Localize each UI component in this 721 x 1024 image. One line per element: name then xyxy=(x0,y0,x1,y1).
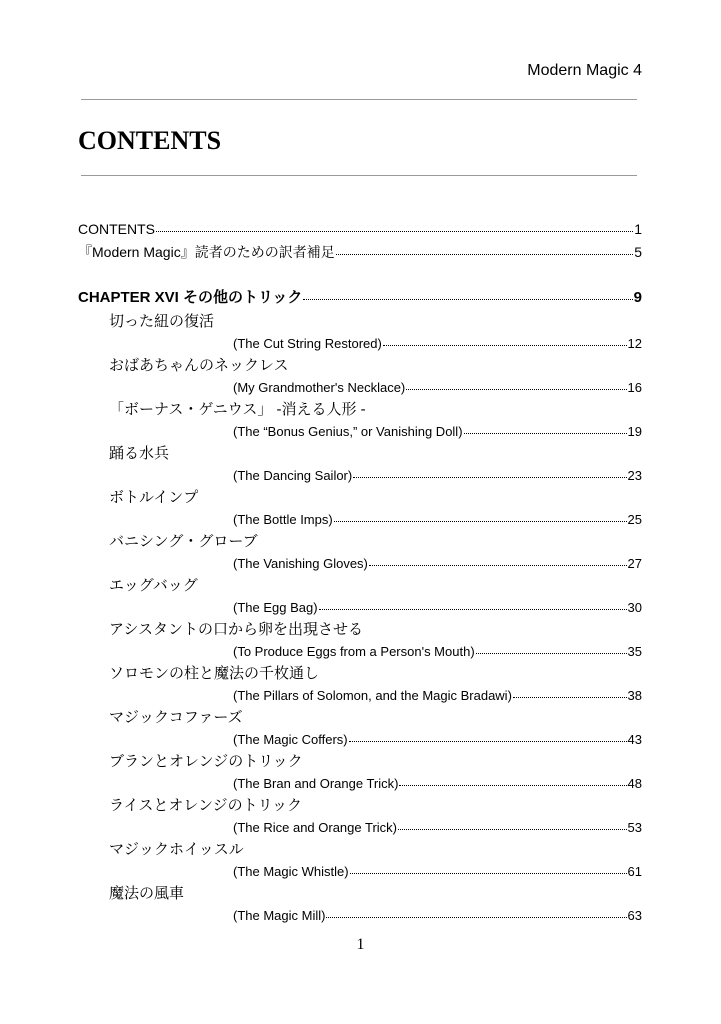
toc-entry-jp-title[interactable]: マジックホイッスル xyxy=(109,841,244,858)
toc-entry-en-title: (To Produce Eggs from a Person's Mouth) xyxy=(233,644,475,659)
toc-entry-title: CONTENTS xyxy=(78,221,155,237)
toc-entry-page: 16 xyxy=(627,380,642,395)
dot-leader xyxy=(349,728,627,742)
dot-leader xyxy=(336,240,634,255)
toc-entry-title: 『Modern Magic』読者のための訳者補足 xyxy=(78,244,335,260)
toc-entry-en-title: (The Magic Whistle) xyxy=(233,864,349,879)
toc-entry-jp-title[interactable]: 踊る水兵 xyxy=(109,445,170,462)
toc-entry-page: 25 xyxy=(627,512,642,527)
dot-leader xyxy=(334,508,627,522)
chapter-title: CHAPTER XVI その他のトリック xyxy=(78,289,303,306)
toc-entry-en-line[interactable] xyxy=(233,862,642,879)
toc-entry-jp-title[interactable]: バニシング・グローブ xyxy=(109,533,258,550)
toc-entry-en-title: (The Cut String Restored) xyxy=(233,336,382,351)
toc-entry-page: 1 xyxy=(634,221,642,237)
dot-leader xyxy=(350,860,627,874)
toc-entry-en-line[interactable] xyxy=(233,334,642,351)
toc-entry-en-line[interactable] xyxy=(233,906,642,923)
toc-entry-contents[interactable] xyxy=(78,219,642,237)
toc-entry-jp-title[interactable]: 魔法の風車 xyxy=(109,885,185,902)
dot-leader xyxy=(406,376,626,390)
toc-entry-en-line[interactable] xyxy=(233,642,642,659)
toc-entry-jp-title[interactable]: おばあちゃんのネックレス xyxy=(109,357,289,374)
toc-entry-jp-title[interactable]: 切った紐の復活 xyxy=(109,313,215,330)
toc-entry-page: 38 xyxy=(627,688,642,703)
toc-entry-en-title: (The Pillars of Solomon, and the Magic Bradawi) xyxy=(233,688,512,703)
toc-entry-page: 27 xyxy=(627,556,642,571)
toc-entry-page: 23 xyxy=(627,468,642,483)
toc-entry-en-title: (The Rice and Orange Trick) xyxy=(233,820,398,835)
page-number: 1 xyxy=(356,936,365,953)
toc-entry-en-line[interactable] xyxy=(233,554,642,571)
toc-entry-en-title: (The Vanishing Gloves) xyxy=(233,556,368,571)
toc-entry-en-line[interactable] xyxy=(233,730,642,747)
dot-leader xyxy=(156,217,633,232)
toc-entry-page: 48 xyxy=(627,776,642,791)
toc-entry-en-title: (The Dancing Sailor) xyxy=(233,468,353,483)
dot-leader xyxy=(326,904,626,918)
toc-entry-en-line[interactable] xyxy=(233,466,642,483)
toc-entry-page: 35 xyxy=(627,644,642,659)
chapter-page: 9 xyxy=(633,289,642,306)
toc-entry-en-title: (The Egg Bag) xyxy=(233,600,318,615)
toc-entry-en-line[interactable] xyxy=(233,686,642,703)
toc-entry-en-line[interactable] xyxy=(233,510,642,527)
toc-entry-page: 30 xyxy=(627,600,642,615)
toc-entry-page: 53 xyxy=(627,820,642,835)
toc-entry-en-line[interactable] xyxy=(233,378,642,395)
toc-entry-jp-title[interactable]: ソロモンの柱と魔法の千枚通し xyxy=(109,665,320,682)
toc-entry-jp-title[interactable]: ボトルインプ xyxy=(109,489,199,506)
toc-entry-en-line[interactable] xyxy=(233,598,642,615)
toc-entry-jp-title[interactable]: ブランとオレンジのトリック xyxy=(109,753,303,770)
toc-entry-en-line[interactable] xyxy=(233,422,642,439)
toc-entry-jp-title[interactable]: 「ボーナス・ゲニウス」 -消える人形 - xyxy=(109,401,366,418)
toc-entry-en-title: (My Grandmother's Necklace) xyxy=(233,380,406,395)
dot-leader xyxy=(353,464,626,478)
contents-heading: CONTENTS xyxy=(78,126,222,155)
dot-leader xyxy=(476,640,627,654)
header-rule xyxy=(81,99,637,100)
dot-leader xyxy=(303,284,632,300)
toc-entry-jp-title[interactable]: エッグバッグ xyxy=(109,577,198,594)
toc-entry-en-title: (The Bottle Imps) xyxy=(233,512,333,527)
toc-entry-jp-title[interactable]: マジックコファーズ xyxy=(109,709,243,726)
toc-chapter-xvi[interactable] xyxy=(78,286,642,307)
toc-entry-en-title: (The Magic Mill) xyxy=(233,908,326,923)
toc-entry-translator-notes[interactable] xyxy=(78,242,642,262)
toc-entry-page: 63 xyxy=(627,908,642,923)
toc-entry-page: 61 xyxy=(627,864,642,879)
toc-entry-jp-title[interactable]: アシスタントの口から卵を出現させる xyxy=(109,621,363,638)
dot-leader xyxy=(513,684,627,698)
toc-entry-en-title: (The “Bonus Genius,” or Vanishing Doll) xyxy=(233,424,463,439)
heading-rule xyxy=(81,175,637,176)
dot-leader xyxy=(369,552,627,566)
toc-entry-en-title: (The Bran and Orange Trick) xyxy=(233,776,399,791)
toc-entry-en-line[interactable] xyxy=(233,818,642,835)
dot-leader xyxy=(398,816,627,830)
dot-leader xyxy=(383,332,627,346)
toc-entry-page: 19 xyxy=(627,424,642,439)
dot-leader xyxy=(399,772,626,786)
dot-leader xyxy=(464,420,627,434)
toc-entry-en-line[interactable] xyxy=(233,774,642,791)
toc-entry-en-title: (The Magic Coffers) xyxy=(233,732,348,747)
dot-leader xyxy=(319,596,627,610)
toc-entry-page: 43 xyxy=(627,732,642,747)
running-header: Modern Magic 4 xyxy=(527,62,642,79)
toc-entry-page: 5 xyxy=(634,244,642,260)
toc-entry-page: 12 xyxy=(627,336,642,351)
toc-entry-jp-title[interactable]: ライスとオレンジのトリック xyxy=(109,797,303,814)
